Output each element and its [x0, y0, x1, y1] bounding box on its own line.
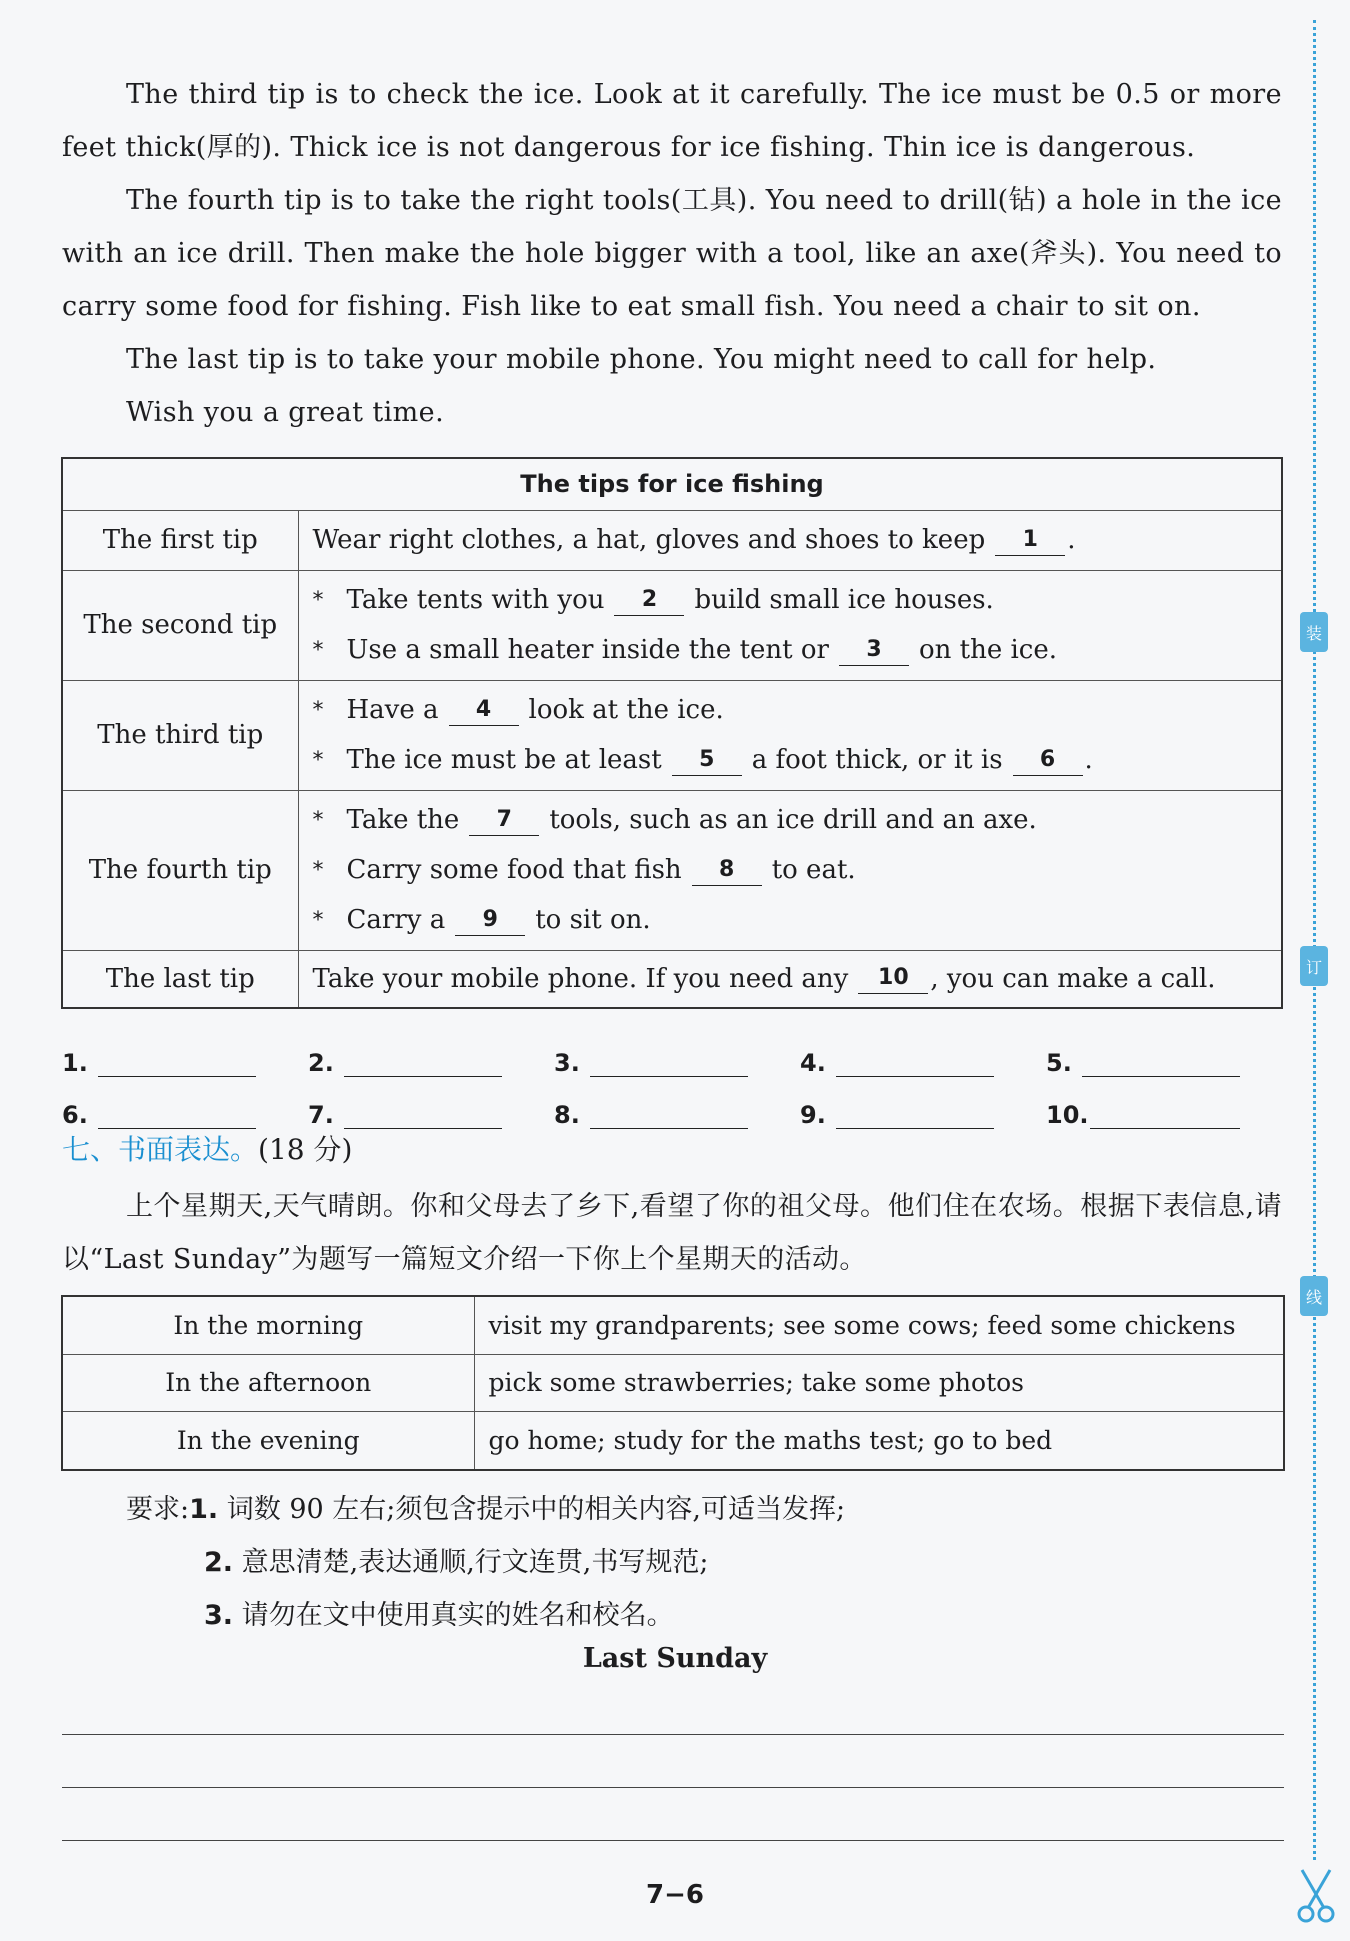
answer-item [800, 1099, 1046, 1129]
requirement-number: 3. [204, 1600, 234, 1631]
answer-number: 7. [308, 1101, 334, 1129]
answer-item [1046, 1099, 1292, 1129]
tips-table-header-row [62, 458, 1282, 510]
tip-text: Carry a [346, 905, 446, 935]
tip-text: Have a [346, 695, 439, 725]
tip-text: to eat. [771, 855, 856, 885]
requirement-text: 请勿在文中使用真实的姓名和校名。 [241, 1600, 674, 1631]
blank-10: 10 [858, 963, 928, 994]
answer-line-7[interactable] [344, 1099, 502, 1129]
tip-content [298, 510, 1282, 570]
answer-number: 1. [62, 1049, 88, 1077]
tip-text: , you can make a call. [930, 963, 1216, 994]
answer-item [308, 1047, 554, 1077]
star-bullet-icon: * [312, 807, 324, 833]
tip-line [313, 625, 1282, 675]
requirement-item [204, 1537, 708, 1589]
schedule-time: In the morning [62, 1296, 474, 1354]
answer-line-5[interactable] [1082, 1047, 1240, 1077]
schedule-activities: pick some strawberries; take some photos [474, 1354, 1284, 1411]
section-heading: 七、书面表达。 [62, 1133, 259, 1166]
passage-paragraph-fourth-tip: The fourth tip is to take the right tools(工具). You need to drill(钻) a hole in the ice with an ice drill. Then make the hole bigger with a tool, like an axe(斧头). You need to carry some food for fishing. Fish like to eat small fish. You need a chair to sit on. [62, 185, 1282, 322]
essay-title: Last Sunday [582, 1643, 768, 1674]
answer-number: 8. [554, 1101, 580, 1129]
answer-line-1[interactable] [98, 1047, 256, 1077]
binding-cut-line [1313, 20, 1316, 1860]
answer-item [62, 1047, 308, 1077]
requirement-item [126, 1484, 845, 1536]
answer-number: 3. [554, 1049, 580, 1077]
table-row [62, 1354, 1284, 1411]
answer-number: 9. [800, 1101, 826, 1129]
margin-label-zhuang: 装 [1300, 612, 1328, 652]
blank-5: 5 [672, 745, 742, 776]
tip-content [298, 790, 1282, 950]
schedule-activities: go home; study for the maths test; go to bed [474, 1412, 1284, 1470]
answer-number: 6. [62, 1101, 88, 1129]
tip-text: Wear right clothes, a hat, gloves and shoes to keep [312, 525, 986, 555]
tip-label: The fourth tip [62, 790, 298, 950]
answer-line-10[interactable] [1090, 1099, 1240, 1129]
schedule-table [61, 1295, 1285, 1471]
answer-number: 5. [1046, 1049, 1072, 1077]
requirement-number: 2. [204, 1547, 234, 1578]
answer-number: 4. [800, 1049, 826, 1077]
table-row [62, 1296, 1284, 1354]
blank-2: 2 [614, 585, 684, 616]
tips-table [61, 457, 1283, 1009]
table-row [62, 510, 1282, 570]
answer-item [554, 1099, 800, 1129]
table-row [62, 1412, 1284, 1470]
tip-text: Take your mobile phone. If you need any [312, 963, 849, 994]
requirement-text: 意思清楚,表达通顺,行文连贯,书写规范; [241, 1547, 709, 1578]
star-bullet-icon: * [312, 637, 324, 663]
tip-line [313, 685, 1282, 735]
passage-paragraph-last-tip: The last tip is to take your mobile phone. You might need to call for help. [126, 344, 1157, 375]
table-row [62, 570, 1282, 680]
tip-text: The ice must be at least [346, 745, 662, 775]
tip-line [313, 845, 1282, 895]
answer-item [554, 1047, 800, 1077]
tip-line [313, 954, 1282, 1004]
requirement-number: 1. [189, 1494, 219, 1525]
answer-number: 10. [1046, 1101, 1089, 1129]
blank-8: 8 [692, 855, 762, 886]
tip-line [313, 735, 1282, 785]
tip-content [298, 570, 1282, 680]
star-bullet-icon: * [312, 747, 324, 773]
tip-text: Use a small heater inside the tent or [346, 635, 829, 665]
passage-paragraph-third-tip: The third tip is to check the ice. Look at it carefully. The ice must be 0.5 or more feet thick(厚的). Thick ice is not dangerous for ice fishing. Thin ice is dangerous. [62, 79, 1282, 163]
answer-line-2[interactable] [344, 1047, 502, 1077]
blank-9: 9 [455, 905, 525, 936]
writing-line[interactable] [62, 1787, 1284, 1788]
section-title [62, 1128, 352, 1168]
blank-1: 1 [995, 525, 1065, 556]
tip-label: The last tip [62, 950, 298, 1008]
page-number: 7−6 [646, 1880, 704, 1910]
answer-item [62, 1099, 308, 1129]
writing-line[interactable] [62, 1734, 1284, 1735]
requirement-text: 词数 90 左右;须包含提示中的相关内容,可适当发挥; [226, 1494, 846, 1525]
star-bullet-icon: * [312, 587, 324, 613]
requirements-label: 要求: [126, 1494, 190, 1525]
answer-line-4[interactable] [836, 1047, 994, 1077]
answer-row [62, 1025, 1292, 1077]
tip-text: on the ice. [918, 635, 1058, 665]
writing-line[interactable] [62, 1840, 1284, 1841]
schedule-activities: visit my grandparents; see some cows; feed some chickens [474, 1296, 1284, 1354]
tip-text: . [1084, 745, 1093, 775]
table-row [62, 790, 1282, 950]
answer-line-3[interactable] [590, 1047, 748, 1077]
answer-item [1046, 1047, 1292, 1077]
star-bullet-icon: * [312, 857, 324, 883]
tip-text: Carry some food that fish [346, 855, 682, 885]
table-row [62, 680, 1282, 790]
answer-row [62, 1077, 1292, 1129]
tip-line [313, 795, 1282, 845]
section-score: (18 分) [258, 1133, 353, 1166]
blank-3: 3 [839, 635, 909, 666]
passage-closing: Wish you a great time. [126, 397, 445, 428]
tip-text: . [1067, 525, 1076, 555]
margin-label-ding: 订 [1300, 946, 1328, 986]
answer-item [308, 1099, 554, 1129]
answer-item [800, 1047, 1046, 1077]
schedule-time: In the afternoon [62, 1354, 474, 1411]
tip-line [313, 895, 1282, 945]
blank-7: 7 [469, 805, 539, 836]
star-bullet-icon: * [312, 697, 324, 723]
blank-6: 6 [1013, 745, 1083, 776]
tip-text: to sit on. [535, 905, 651, 935]
tip-text: Take tents with you [346, 585, 605, 615]
answer-line-9[interactable] [836, 1099, 994, 1129]
star-bullet-icon: * [312, 907, 324, 933]
margin-label-xian: 线 [1300, 1276, 1328, 1316]
answer-line-8[interactable] [590, 1099, 748, 1129]
answer-lines [62, 1025, 1292, 1129]
tip-text: Take the [346, 805, 460, 835]
tip-label: The third tip [62, 680, 298, 790]
schedule-time: In the evening [62, 1412, 474, 1470]
tips-table-title: The tips for ice fishing [62, 458, 1282, 510]
answer-number: 2. [308, 1049, 334, 1077]
tip-line [313, 575, 1282, 625]
tip-content [298, 680, 1282, 790]
table-row [62, 950, 1282, 1008]
answer-line-6[interactable] [98, 1099, 256, 1129]
tip-content [298, 950, 1282, 1008]
tip-line [313, 515, 1282, 565]
tip-text: build small ice houses. [694, 585, 994, 615]
blank-4: 4 [449, 695, 519, 726]
tip-label: The first tip [62, 510, 298, 570]
tip-text: tools, such as an ice drill and an axe. [549, 805, 1037, 835]
writing-prompt: 上个星期天,天气晴朗。你和父母去了乡下,看望了你的祖父母。他们住在农场。根据下表信息,请以“Last Sunday”为题写一篇短文介绍一下你上个星期天的活动。 [62, 1191, 1282, 1275]
tip-label: The second tip [62, 570, 298, 680]
requirement-item [204, 1590, 674, 1642]
tip-text: a foot thick, or it is [751, 745, 1003, 775]
tip-text: look at the ice. [528, 695, 724, 725]
